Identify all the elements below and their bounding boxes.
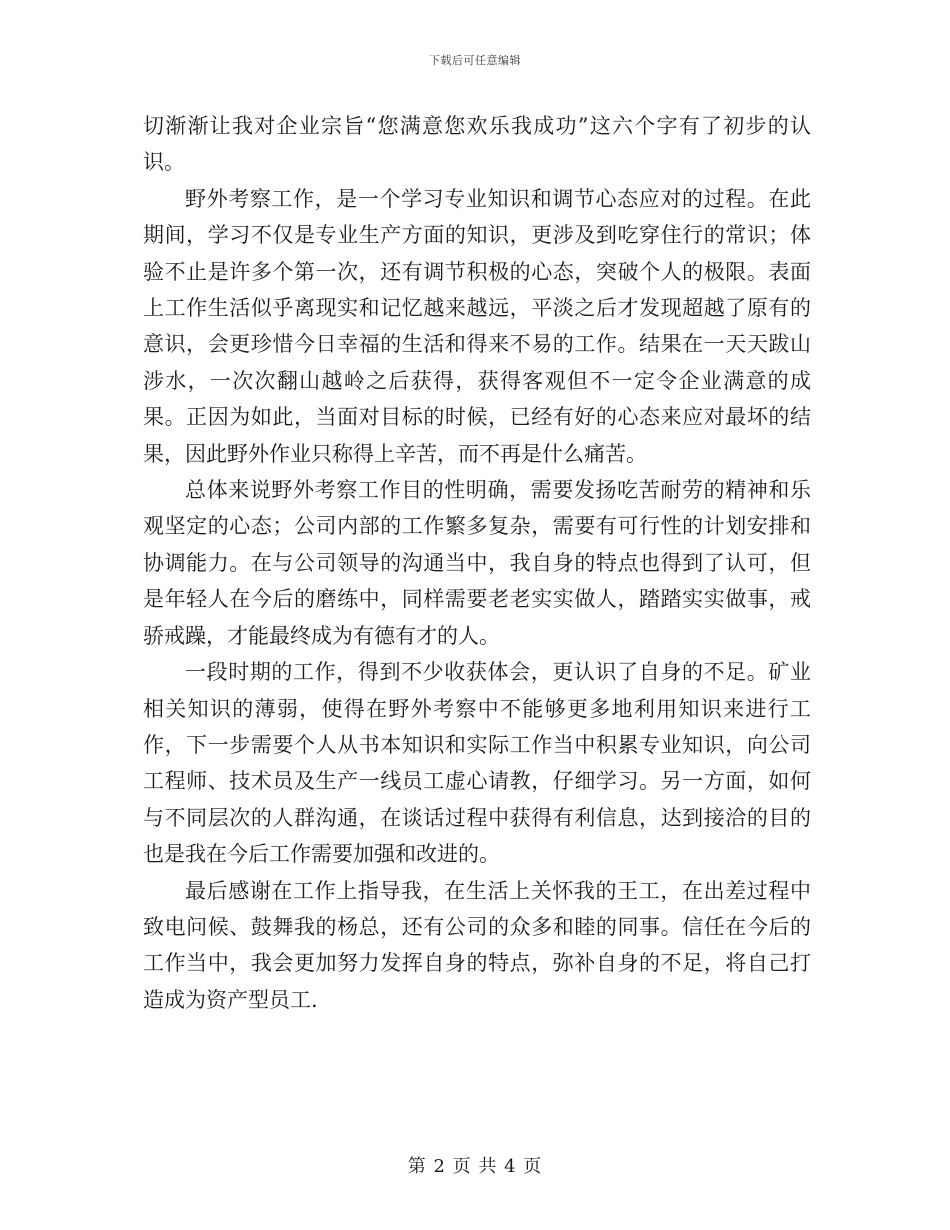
page-number-footer: 第 2 页 共 4 页 [407, 1156, 543, 1177]
paragraph-field-survey: 野外考察工作，是一个学习专业知识和调节心态应对的过程。在此期间，学习不仅是专业生产方面的知识，更涉及到吃穿住行的常识；体验不止是许多个第一次，还有调节积极的心态，突破个人的极限。表面上工作生活似乎离现实和记忆越来越远，平淡之后才发现超越了原有的意识，会更珍惜今日幸福的生活和得来不易的工作。结果在一天天跋山涉水，一次次翻山越岭之后获得，获得客观但不一定令企业满意的成果。正因为如此，当面对目标的时候，已经有好的心态来应对最坏的结果，因此野外作业只称得上辛苦，而不再是什么痛苦。 [143, 186, 811, 466]
page-header: 下载后可任意编辑 [429, 54, 521, 67]
paragraph-summary: 总体来说野外考察工作目的性明确，需要发扬吃苦耐劳的精神和乐观坚定的心态；公司内部的工作繁多复杂，需要有可行性的计划安排和协调能力。在与公司领导的沟通当中，我自身的特点也得到了认可，但是年轻人在今后的磨练中，同样需要老老实实做人，踏踏实实做事，戒骄戒躁，才能最终成为有德有才的人。 [143, 478, 811, 648]
document-body [143, 108, 811, 1018]
paragraph-continuation: 切渐渐让我对企业宗旨“您满意您欢乐我成功”这六个字有了初步的认识。 [143, 114, 811, 175]
paragraph-thanks: 最后感谢在工作上指导我，在生活上关怀我的王工，在出差过程中致电问候、鼓舞我的杨总，还有公司的众多和睦的同事。信任在今后的工作当中，我会更加努力发挥自身的特点，弥补自身的不足，将自己打造成为资产型员工. [143, 878, 811, 1012]
paragraph-shortcomings: 一段时期的工作，得到不少收获体会，更认识了自身的不足。矿业相关知识的薄弱，使得在野外考察中不能够更多地利用知识来进行工作，下一步需要个人从书本知识和实际工作当中积累专业知识，向公司工程师、技术员及生产一线员工虚心请教，仔细学习。另一方面，如何与不同层次的人群沟通，在谈话过程中获得有利信息，达到接洽的目的也是我在今后工作需要加强和改进的。 [143, 660, 811, 867]
